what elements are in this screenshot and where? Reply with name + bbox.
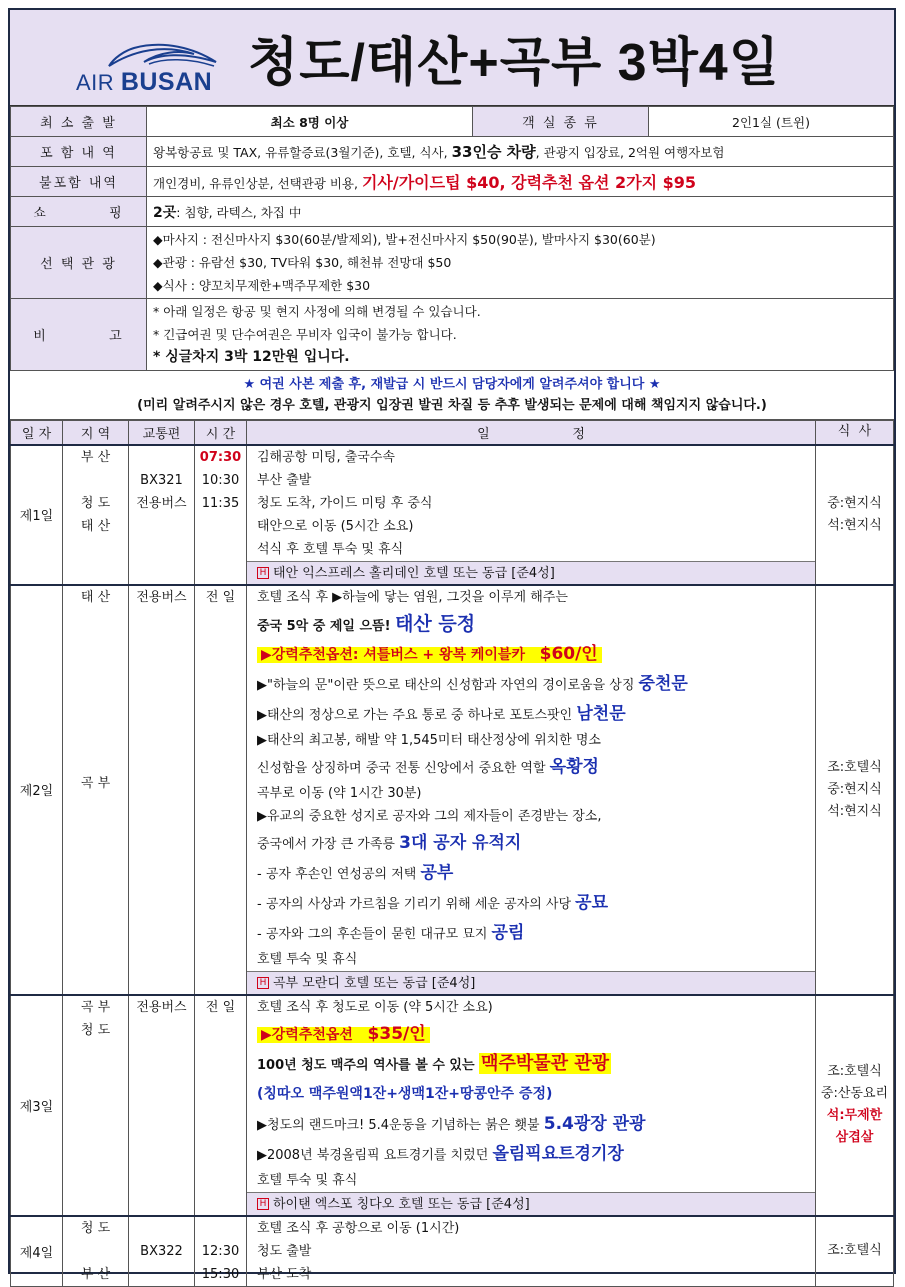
option-recommend: ▶강력추천옵션: 셔틀버스 + 왕복 케이블카 $60/인: [257, 639, 815, 669]
logo-text: [76, 68, 212, 97]
hotel-line: H 곡부 모란디 호텔 또는 동급 [준4성]: [247, 971, 815, 994]
remark-2: * 긴급여권 및 단수여권은 무비자 입국이 불가능 합니다.: [153, 327, 457, 342]
included-bus: 33인승 차량: [451, 143, 536, 161]
notice-line-2: (미리 알려주시지 않은 경우 호텔, 관광지 입장권 발권 차질 등 추후 발생되는 문제에 대해 책임지지 않습니다.): [137, 398, 767, 413]
min-depart-label: 최 소 출 발: [11, 107, 147, 137]
highlight-beer-museum: 맥주박물관 관광: [481, 1052, 610, 1074]
option-recommend: ▶강력추천옵션 $35/인: [257, 1019, 815, 1049]
day-area: 부 산 청 도 태 산: [63, 445, 129, 585]
excluded-value: 개인경비, 유류인상분, 선택관광 비용, 기사/가이드팁 $40, 강력추천 옵션 2가지 $95: [147, 167, 894, 197]
highlight-taishan: 태산 등정: [395, 612, 476, 635]
day-schedule: 호텔 조식 후 공항으로 이동 (1시간) 청도 출발 부산 도착: [247, 1216, 816, 1287]
hotel-icon: H: [257, 567, 269, 579]
included-label: 포 함 내 역: [11, 137, 147, 167]
col-time: 시 간: [195, 421, 247, 445]
day-transport: BX322: [129, 1216, 195, 1287]
hotel-icon: H: [257, 977, 269, 989]
room-value: 2인1실 (트윈): [649, 107, 894, 137]
logo-air: AIR: [76, 70, 115, 95]
header-banner: [10, 10, 894, 106]
optional-value: [147, 227, 894, 299]
day-transport: BX321 전용버스: [129, 445, 195, 585]
day-label: 제1일: [11, 445, 63, 585]
hotel-line: H 하이탠 엑스포 칭다오 호텔 또는 동급 [준4성]: [247, 1192, 815, 1215]
day-meal: 조:호텔식 중:현지식 석:현지식: [816, 585, 894, 995]
itinerary-page: [8, 8, 896, 1282]
remarks-label: 비 고: [11, 299, 147, 371]
hotel-line: H 태안 익스프레스 홀리데인 호텔 또는 동급 [준4성]: [247, 561, 815, 584]
optional-massage: ◆마사지 : 전신마사지 $30(60분/발제외), 발+전신마사지 $50(90분), 발마사지 $30(60분): [153, 232, 656, 247]
remark-single-charge: * 싱글차지 3박 12만원 입니다.: [153, 349, 350, 365]
day-area: 곡 부 청 도: [63, 995, 129, 1216]
col-transport: 교통편: [129, 421, 195, 445]
day-transport: 전용버스: [129, 585, 195, 995]
day-1-row: [11, 445, 894, 585]
min-depart-value: 최소 8명 이상: [147, 107, 473, 137]
shopping-value: 2곳: 침향, 라텍스, 차집 中: [147, 197, 894, 227]
remarks-value: [147, 299, 894, 371]
col-schedule: 일 정: [247, 421, 816, 445]
day-label: 제3일: [11, 995, 63, 1216]
page-title: 청도/태산+곡부 3박4일: [248, 34, 780, 92]
optional-label: 선 택 관 광: [11, 227, 147, 299]
day-meal: 조:호텔식: [816, 1216, 894, 1287]
day-time: 07:30 10:30 11:35: [195, 445, 247, 585]
passport-notice: [10, 371, 894, 420]
shopping-label: 쇼 핑: [11, 197, 147, 227]
day-time: 전 일: [195, 995, 247, 1216]
day-time: 12:30 15:30: [195, 1216, 247, 1287]
day-time: 전 일: [195, 585, 247, 995]
excluded-label: 불포함 내역: [11, 167, 147, 197]
included-value: 왕복항공료 및 TAX, 유류할증료(3월기준), 호텔, 식사, 33인승 차량, 관광지 입장료, 2억원 여행자보험: [147, 137, 894, 167]
day-schedule: 김해공항 미팅, 출국수속 부산 출발 청도 도착, 가이드 미팅 후 중식 태안으로 이동 (5시간 소요) 석식 후 호텔 투숙 및 휴식 H 태안 익스프레스 홀리데인 호텔 또는 동급 [준4성]: [247, 445, 816, 585]
room-label: 객 실 종 류: [473, 107, 649, 137]
day-label: 제2일: [11, 585, 63, 995]
itinerary-table: [10, 420, 894, 1287]
day-area: 태 산 곡 부: [63, 585, 129, 995]
optional-meal: ◆식사 : 양꼬치무제한+맥주무제한 $30: [153, 278, 371, 293]
logo-busan: BUSAN: [120, 68, 213, 96]
day-area: 청 도 부 산: [63, 1216, 129, 1287]
optional-tour: ◆관광 : 유람선 $30, TV타워 $30, 해천뷰 전망대 $50: [153, 255, 452, 270]
remark-1: * 아래 일정은 항공 및 현지 사정에 의해 변경될 수 있습니다.: [153, 304, 481, 319]
day-4-row: [11, 1216, 894, 1287]
hotel-icon: H: [257, 1198, 269, 1210]
day-2-row: [11, 585, 894, 995]
day-label: 제4일: [11, 1216, 63, 1287]
notice-line-1: ★ 여권 사본 제출 후, 재발급 시 반드시 담당자에게 알려주셔야 합니다 ★: [243, 377, 661, 392]
col-meal: 식 사: [816, 421, 894, 445]
day-3-row: [11, 995, 894, 1216]
air-busan-logo: [76, 40, 236, 98]
day-meal: 중:현지식 석:현지식: [816, 445, 894, 585]
info-table: [10, 106, 894, 371]
day-schedule: 호텔 조식 후 청도로 이동 (약 5시간 소요) ▶강력추천옵션 $35/인 100년 청도 맥주의 역사를 볼 수 있는 맥주박물관 관광 (칭따오 맥주원액1잔+생맥1잔+땅콩안주 증정) ▶청도의 랜드마크! 5.4운동을 기념하는 붉은 횃불 5.4광장 관광 ▶2008년 북경올림픽 요트경기를 치렀던 올림픽요트경기장 호텔 투숙 및 휴식 H 하이탠 엑스포 칭다오 호텔 또는 동급 [준4성]: [247, 995, 816, 1216]
excluded-tips: 기사/가이드팁 $40, 강력추천 옵션 2가지 $95: [361, 173, 697, 192]
col-area: 지 역: [63, 421, 129, 445]
day-transport: 전용버스: [129, 995, 195, 1216]
day-meal: 조:호텔식 중:산동요리 석:무제한 삼겹살: [816, 995, 894, 1216]
col-day: 일 자: [11, 421, 63, 445]
day-schedule: 호텔 조식 후 ▶하늘에 닿는 염원, 그것을 이루게 해주는 중국 5악 중 제일 으뜸! 태산 등정 ▶강력추천옵션: 셔틀버스 + 왕복 케이블카 $60/인 ▶"하늘의 문"이란 뜻으로 태산의 신성함과 자연의 경이로움을 상징 중천문 ▶태산의 정상으로 가는 주요 통로 중 하나로 포토스팟인 남천문 ▶태산의 최고봉, 해발 약 1,545미터 태산정상에 위치한 명소 신성함을 상징하며 중국 전통 신앙에서 중요한 역할 옥황정 곡부로 이동 (약 1시간 30분) ▶유교의 중요한 성지로 공자와 그의 제자들이 존경받는 장소, 중국에서 가장 큰 가족릉 3대 공자 유적지 - 공자 후손인 연성공의 저택 공부 - 공자의 사상과 가르침을 기리기 위해 세운 공자의 사당 공묘 - 공자와 그의 후손들이 묻힌 대규모 묘지 공림 호텔 투숙 및 휴식 H 곡부 모란디 호텔 또는 동급 [준4성]: [247, 585, 816, 995]
